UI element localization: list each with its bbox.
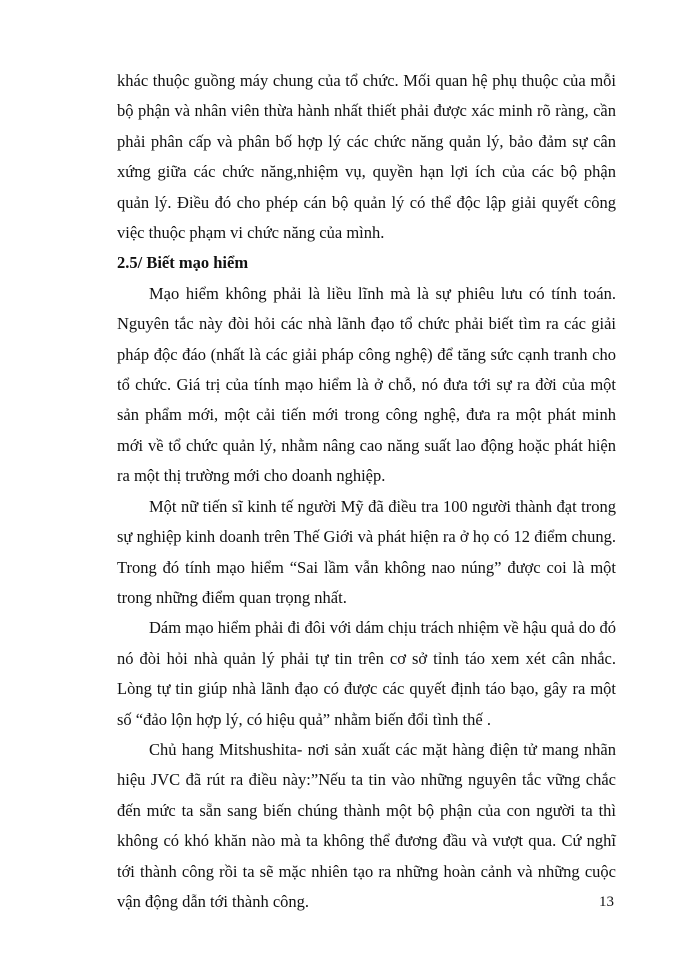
paragraph-continuation: khác thuộc guồng máy chung của tổ chức. Mối quan hệ phụ thuộc của mỗi bộ phận và nhân viên thừa hành nhất thiết phải được xác minh rõ ràng, cần phải phân cấp và phân bố hợp lý các chức năng quản lý, bảo đảm sự cân xứng giữa các chức năng,nhiệm vụ, quyền hạn lợi ích của các bộ phận quản lý. Điều đó cho phép cán bộ quản lý có thể độc lập giải quyết công việc thuộc phạm vi chức năng của mình.	[117, 71, 616, 243]
paragraph-responsibility: Dám mạo hiểm phải đi đôi với dám chịu trách nhiệm về hậu quả do đó nó đòi hỏi nhà quản lý phải tự tin trên cơ sở tỉnh táo xem xét cân nhắc. Lòng tự tin giúp nhà lãnh đạo có được các quyết định táo bạo, gây ra một số “đảo lộn hợp lý, có hiệu quả” nhằm biến đổi tình thế .	[117, 618, 616, 729]
paragraph-quote: Chủ hang Mitshushita- nơi sản xuất các mặt hàng điện tử mang nhãn hiệu JVC đã rút ra điều này:”Nếu ta tin vào những nguyên tắc vững chắc đến mức ta sẵn sang biến chúng thành một bộ phận của con người ta thì không có khó khăn nào mà ta không thể đương đầu và vượt qua. Cứ nghĩ tới thành công rồi ta sẽ mặc nhiên tạo ra những hoàn cảnh và những cuộc vận động dẫn tới thành công.	[117, 739, 616, 911]
section-heading: 2.5/ Biết mạo hiểm	[117, 253, 249, 273]
document-body	[117, 66, 616, 917]
page-number: 13	[599, 894, 614, 910]
paragraph-survey: Một nữ tiến sĩ kinh tế người Mỹ đã điều tra 100 người thành đạt trong sự nghiệp kinh doanh trên Thế Giới và phát hiện ra ở họ có 12 điểm chung. Trong đó tính mạo hiểm “Sai lầm vẫn không nao núng” được coi là một trong những điểm quan trọng nhất.	[117, 496, 616, 607]
paragraph-risk-definition: Mạo hiểm không phải là liều lĩnh mà là sự phiêu lưu có tính toán. Nguyên tắc này đòi hỏi các nhà lãnh đạo tổ chức phải biết tìm ra các giải pháp độc đáo (nhất là các giải pháp công nghệ) để tăng sức cạnh tranh cho tổ chức. Giá trị của tính mạo hiểm là ở chỗ, nó đưa tới sự ra đời của một sản phẩm mới, một cải tiến mới trong công nghệ, đưa ra một phát minh mới về tổ chức quản lý, nhằm nâng cao năng suất lao động hoặc phát hiện ra một thị trường mới cho doanh nghiệp.	[117, 283, 616, 486]
